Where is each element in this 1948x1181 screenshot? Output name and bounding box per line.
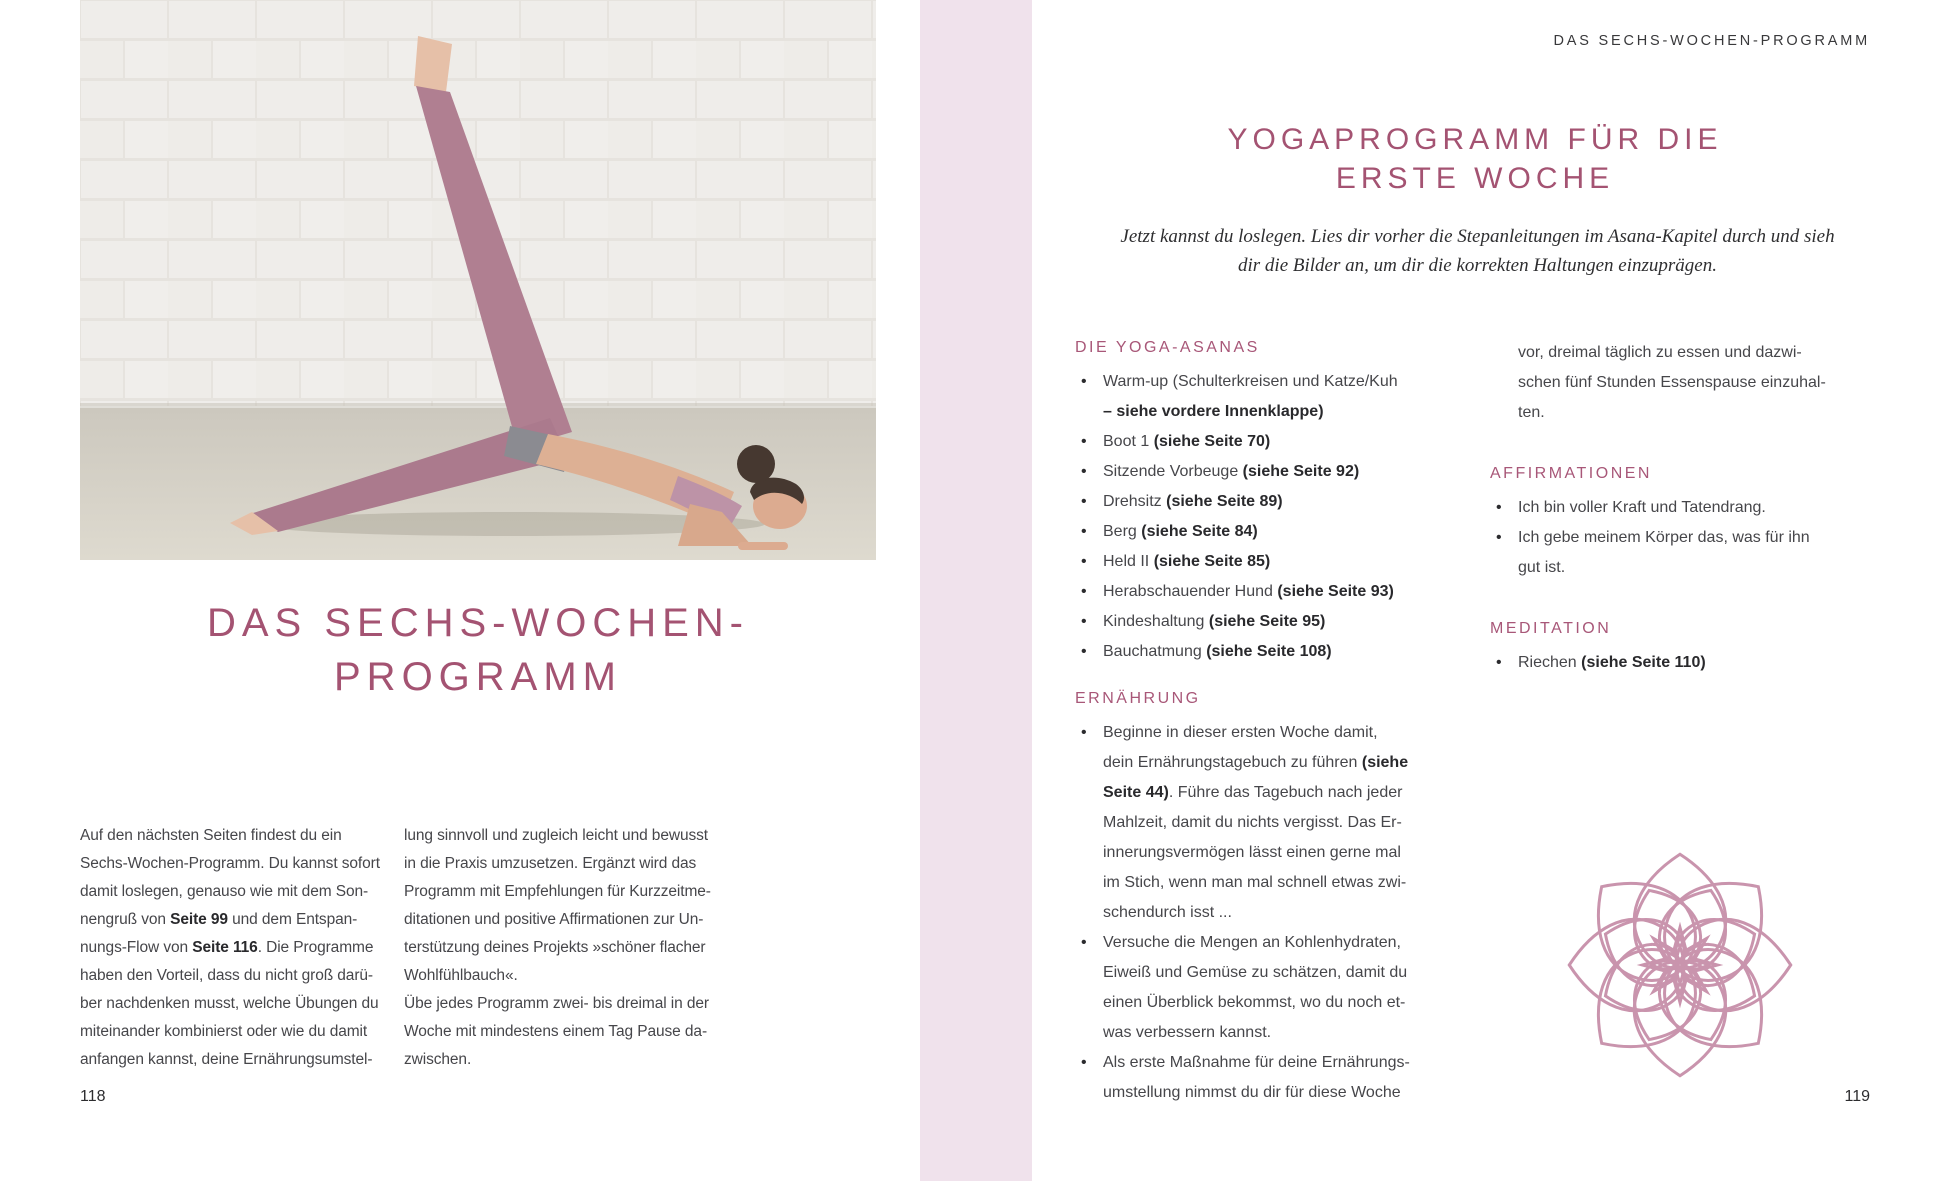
section-heading-affirmationen: AFFIRMATIONEN: [1490, 465, 1652, 482]
yoga-photo-illustration: [80, 0, 876, 560]
list-item: • Beginne in dieser ersten Woche damit, dein Ernährungstagebuch zu führen (siehe Seite 44). Führe das Tagebuch nach jeder Mahlzeit, damit du nichts vergisst. Das Er- innerungsvermögen lässt einen gerne mal im Stich, wenn man mal schnell etwas zwi- schendurch isst ...: [1075, 718, 1465, 928]
list-item: • Ich bin voller Kraft und Tatendrang.: [1490, 493, 1885, 523]
body-column-1: Auf den nächsten Seiten findest du ein Sechs-Wochen-Programm. Du kannst sofort damit loslegen, genauso wie mit dem Son- nengruß von Seite 99 und dem Entspan- nungs-Flow von Seite 116. Die Programme haben den Vorteil, dass du nicht groß darü- ber nachdenken musst, welche Übungen du miteinander kombinierst oder wie du damit anfangen kannst, deine Ernährungsumstel-: [80, 827, 380, 1068]
bullet-dot: •: [1081, 553, 1087, 570]
page-number-left: 118: [80, 1088, 106, 1105]
ernaehrung-list: [1075, 718, 1465, 1108]
yoga-pose-photo: [80, 0, 876, 560]
bullet-dot: •: [1081, 433, 1087, 450]
lotus-mandala-graphic: [1558, 843, 1802, 1087]
bullet-dot: •: [1081, 493, 1087, 510]
list-item: • Bauchatmung (siehe Seite 108): [1075, 637, 1465, 667]
list-item: • Versuche die Mengen an Kohlenhydraten, Eiweiß und Gemüse zu schätzen, damit du einen Überblick bekommst, wo du noch et- was verbessern kannst.: [1075, 928, 1465, 1048]
list-item: • Sitzende Vorbeuge (siehe Seite 92): [1075, 457, 1465, 487]
bullet-dot: •: [1081, 1054, 1087, 1071]
bullet-dot: •: [1081, 643, 1087, 660]
section-heading-meditation: MEDITATION: [1490, 620, 1612, 637]
bullet-dot: •: [1496, 654, 1502, 671]
list-item: • Held II (siehe Seite 85): [1075, 547, 1465, 577]
bullet-dot: •: [1081, 463, 1087, 480]
page-number-right: 119: [1844, 1088, 1870, 1105]
list-item: • Riechen (siehe Seite 110): [1490, 648, 1885, 678]
bullet-dot: •: [1081, 934, 1087, 951]
bullet-dot: •: [1081, 583, 1087, 600]
list-item: • Ich gebe meinem Körper das, was für ihn gut ist.: [1490, 523, 1885, 583]
chapter-title: DAS SECHS-WOCHEN- PROGRAMM: [206, 601, 750, 699]
bullet-dot: •: [1496, 529, 1502, 546]
asana-list: [1075, 367, 1465, 667]
body-column-2: lung sinnvoll und zugleich leicht und bewusst in die Praxis umzusetzen. Ergänzt wird das Programm mit Empfehlungen für Kurzzeitme- ditationen und positive Affirmationen zur Un- terstützung deines Projekts »schöner flacher Wohlfühlbauch«. Übe jedes Programm zwei- bis dreimal in der Woche mit mindestens einem Tag Pause da- zwischen.: [404, 827, 711, 1068]
right-page-column-1: [1075, 338, 1465, 1108]
ernaehrung-continuation: vor, dreimal täglich zu essen und dazwi- schen fünf Stunden Essenspause einzuhal- ten.: [1518, 344, 1826, 421]
meditation-list: [1490, 648, 1885, 678]
page-gutter: [920, 0, 1032, 1181]
bullet-dot: •: [1081, 373, 1087, 390]
running-header: DAS SECHS-WOCHEN-PROGRAMM: [1553, 33, 1870, 49]
bullet-dot: •: [1081, 724, 1087, 741]
list-item: • Drehsitz (siehe Seite 89): [1075, 487, 1465, 517]
left-page-body: [80, 822, 711, 1074]
section-heading-asanas: DIE YOGA-ASANAS: [1075, 339, 1260, 356]
bullet-dot: •: [1496, 499, 1502, 516]
list-item: • Als erste Maßnahme für deine Ernährungs- umstellung nimmst du dir für diese Woche: [1075, 1048, 1465, 1108]
list-item: • Boot 1 (siehe Seite 70): [1075, 427, 1465, 457]
list-item: • Herabschauender Hund (siehe Seite 93): [1075, 577, 1465, 607]
intro-paragraph: Jetzt kannst du loslegen. Lies dir vorher die Stepanleitungen im Asana-Kapitel durch und sieh dir die Bilder an, um dir die korrekten Haltungen einzuprägen.: [1120, 226, 1835, 276]
list-item: • Warm-up (Schulterkreisen und Katze/Kuh – siehe vordere Innenklappe): [1075, 367, 1465, 427]
affirmationen-list: [1490, 493, 1885, 583]
list-item: • Berg (siehe Seite 84): [1075, 517, 1465, 547]
bullet-dot: •: [1081, 523, 1087, 540]
list-item: • Kindeshaltung (siehe Seite 95): [1075, 607, 1465, 637]
article-title: YOGAPROGRAMM FÜR DIE ERSTE WOCHE: [1227, 123, 1723, 195]
bullet-dot: •: [1081, 613, 1087, 630]
section-heading-ernaehrung: ERNÄHRUNG: [1075, 690, 1201, 707]
